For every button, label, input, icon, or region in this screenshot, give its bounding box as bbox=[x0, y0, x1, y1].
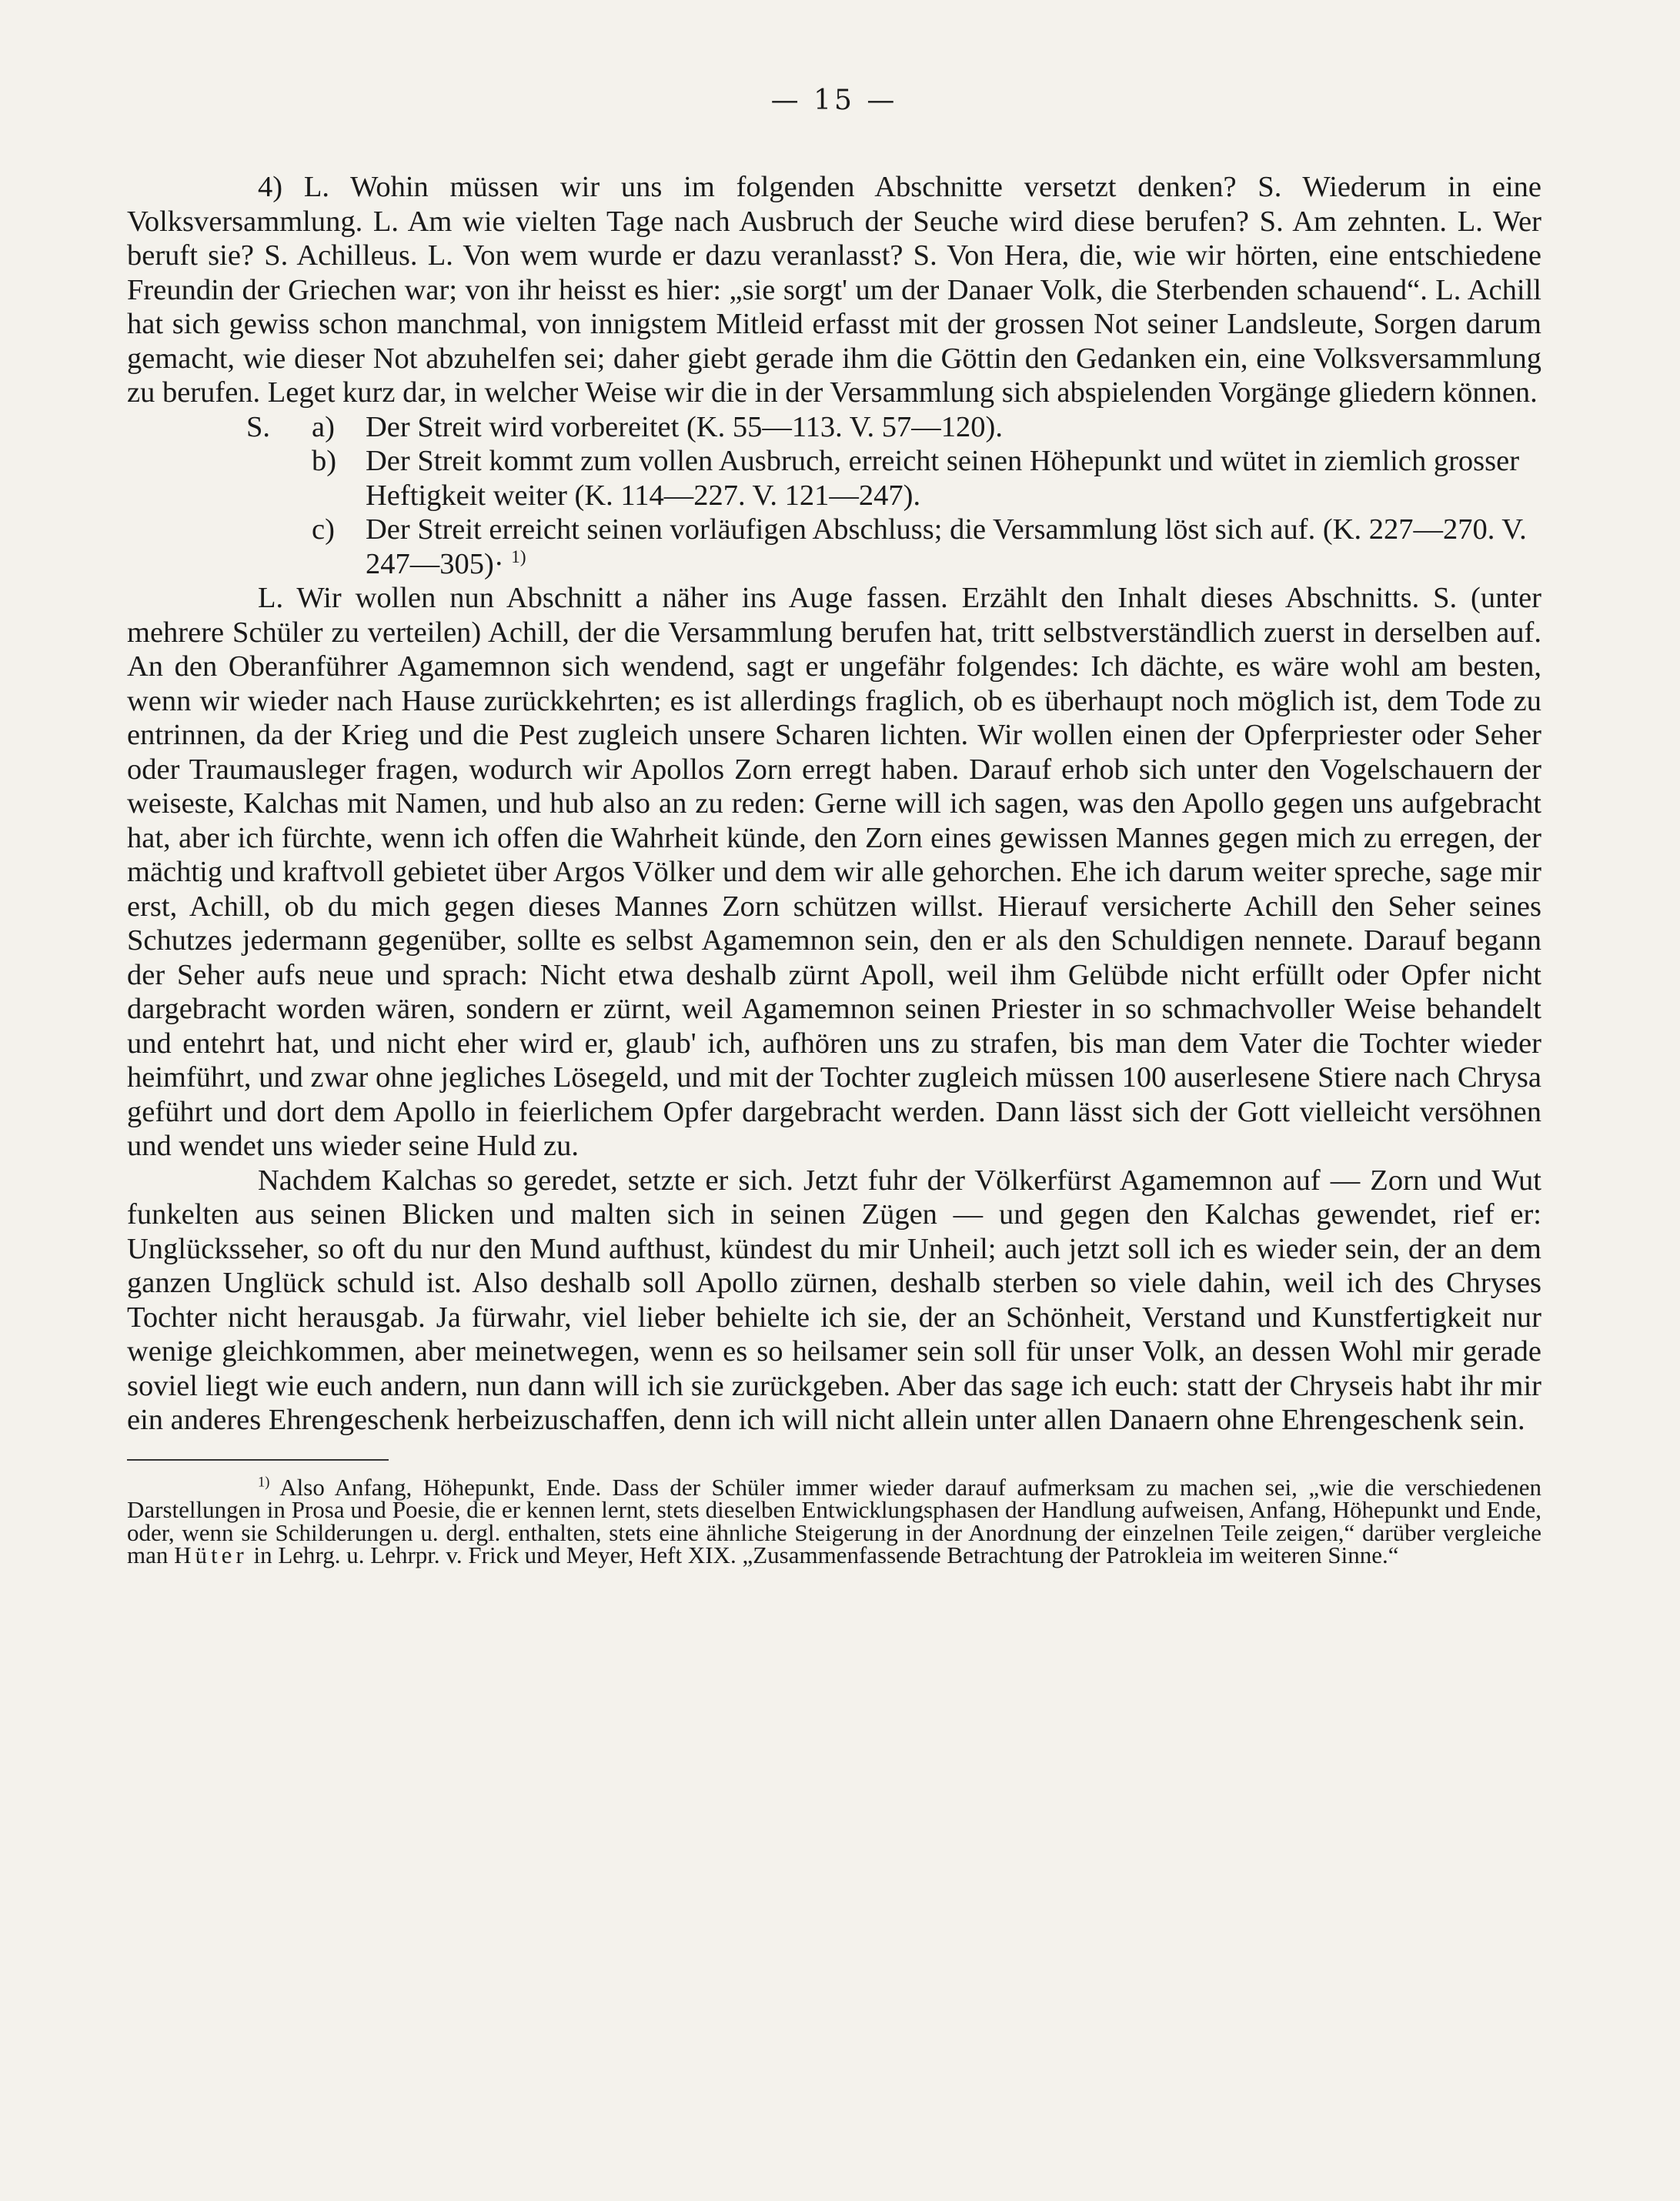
footnote-1 bbox=[127, 1473, 1541, 1568]
footnote-marker: 1) bbox=[258, 1474, 270, 1491]
outline-item-b bbox=[246, 444, 1541, 513]
paragraph-question: 4) L. Wohin müssen wir uns im folgenden Abschnitte versetzt denken? S. Wiederum in eine Volksversammlung. L. Am wie vielten Tage nach Ausbruch der Seuche wird diese berufen? S. Am zehnten. L. Wer beruft sie? S. Achilleus. L. Von wem wurde er dazu veranlasst? S. Von Hera, die, wie wir hörten, eine entschiedene Freundin der Griechen war; von ihr heisst es hier: „sie sorgt' um der Danaer Volk, die Sterbenden schauend“. L. Achill hat sich gewiss schon manchmal, von innigstem Mitleid erfasst mit der grossen Not seiner Landsleute, Sorgen darum gemacht, wie dieser Not abzuhelfen sei; daher giebt gerade ihm die Göttin den Gedanken ein, eine Volksversammlung zu berufen. Leget kurz dar, in welcher Weise wir die in der Versammlung sich abspielenden Vorgänge gliedern können. bbox=[127, 171, 1541, 409]
outline-item-a bbox=[246, 410, 1541, 445]
outline-text: Der Streit kommt zum vollen Ausbruch, erreicht seinen Höhepunkt und wütet in ziemlich grosser Heftigkeit weiter (K. 114—227. V. 121—247). bbox=[366, 445, 1520, 512]
outline-lead: S. bbox=[246, 410, 271, 443]
outline-item-c bbox=[246, 513, 1541, 581]
outline-marker: a) bbox=[312, 410, 335, 443]
outline-marker: b) bbox=[312, 445, 337, 477]
footnote-text-after: in Lehrg. u. Lehrpr. v. Frick und Meyer, Heft XIX. „Zusammenfassende Betrachtung der Patrokleia im weiteren Sinne.“ bbox=[253, 1541, 1399, 1568]
footnote-divider bbox=[127, 1459, 389, 1461]
outline-marker: c) bbox=[312, 513, 335, 546]
footnote-reference: 1) bbox=[511, 546, 526, 566]
footnote-text-before: Also Anfang, Höhepunkt, Ende. Dass der Schüler immer wieder darauf aufmerksam zu machen sei, „wie die verschiedenen Darstellungen in Prosa und Poesie, die er kennen lernt, stets dieselben Entwicklungsphasen der Handlung aufweisen, Anfang, Höhepunkt und Ende, oder, wenn sie Schilderungen u. dergl. enthalten, stets eine ähnliche Steigerung in der Anordnung der einzelnen Teile zeigen,“ darüber vergleiche man bbox=[127, 1473, 1541, 1568]
paragraph-narration: L. Wir wollen nun Abschnitt a näher ins Auge fassen. Erzählt den Inhalt dieses Abschnitts. S. (unter mehrere Schüler zu verteilen) Achill, der die Versammlung berufen hat, tritt selbstverständlich zuerst in derselben auf. An den Oberanführer Agamemnon sich wendend, sagt er ungefähr folgendes: Ich dächte, es wäre wohl am besten, wenn wir wieder nach Hause zurückkehrten; es ist allerdings fraglich, ob es überhaupt noch möglich ist, dem Tode zu entrinnen, da der Krieg und die Pest zugleich unsere Scharen lichten. Wir wollen einen der Opferpriester oder Seher oder Traumausleger fragen, wodurch wir Apollos Zorn erregt haben. Darauf erhob sich unter den Vogelschauern der weiseste, Kalchas mit Namen, und hub also an zu reden: Gerne will ich sagen, was den Apollo gegen uns aufgebracht hat, aber ich fürchte, wenn ich offen die Wahrheit künde, den Zorn eines gewissen Mannes gegen mich zu erregen, der mächtig und kraftvoll gebietet über Argos Völker und dem wir alle gehorchen. Ehe ich darum weiter spreche, sage mir erst, Achill, ob du mich gegen dieses Mannes Zorn schützen willst. Hierauf versicherte Achill den Seher seines Schutzes jedermann gegenüber, sollte es selbst Agamemnon sein, den er als den Schuldigen nennete. Darauf begann der Seher aufs neue und sprach: Nicht etwa deshalb zürnt Apoll, weil ihm Gelübde nicht erfüllt oder Opfer nicht dargebracht worden wären, sondern er zürnt, weil Agamemnon seinen Priester in so schmachvoller Weise behandelt und entehrt hat, und nicht eher wird er, glaub' ich, aufhören uns zu strafen, bis man dem Vater die Tochter wieder heimführt, und zwar ohne jegliches Lösegeld, und mit der Tochter zugleich müssen 100 auserlesene Stiere nach Chrysa geführt und dort dem Apollo in feierlichem Opfer dargebracht werden. Dann lässt sich der Gott vielleicht versöhnen und wendet uns wieder seine Huld zu. bbox=[127, 582, 1541, 1162]
paragraph-agamemnon: Nachdem Kalchas so geredet, setzte er sich. Jetzt fuhr der Völkerfürst Agamemnon auf — Zorn und Wut funkelten aus seinen Blicken und malten sich in seinen Zügen — und gegen den Kalchas gewendet, rief er: Unglücksseher, so oft du nur den Mund aufthust, kündest du mir Unheil; auch jetzt soll ich es wieder sein, der an dem ganzen Unglück schuld ist. Also deshalb soll Apollo zürnen, deshalb sterben so viele dahin, weil ich des Chryses Tochter nicht herausgab. Ja fürwahr, viel lieber behielte ich sie, der an Schönheit, Verstand und Kunstfertigkeit nur wenige gleichkommen, aber meinetwegen, wenn es so heilsamer sein soll für unser Volk, an dessen Wohl mir gerade soviel liegt wie euch andern, nun dann will ich sie zurückgeben. Aber das sage ich euch: statt der Chryseis habt ihr mir ein anderes Ehrengeschenk herbeizuschaffen, denn ich will nicht allein unter allen Danaern ohne Ehrengeschenk sein. bbox=[127, 1164, 1541, 1436]
body-text bbox=[127, 170, 1541, 1438]
page-number: — 15 — bbox=[770, 85, 898, 116]
footnote-author: Hüter bbox=[174, 1541, 248, 1568]
outline-list bbox=[246, 410, 1541, 582]
outline-text: Der Streit erreicht seinen vorläufigen Abschluss; die Versammlung löst sich auf. (K. 227—270. V. 247—305)· bbox=[366, 513, 1527, 580]
footnotes bbox=[127, 1473, 1541, 1568]
outline-text: Der Streit wird vorbereitet (K. 55—113. V. 57—120). bbox=[366, 410, 1003, 443]
